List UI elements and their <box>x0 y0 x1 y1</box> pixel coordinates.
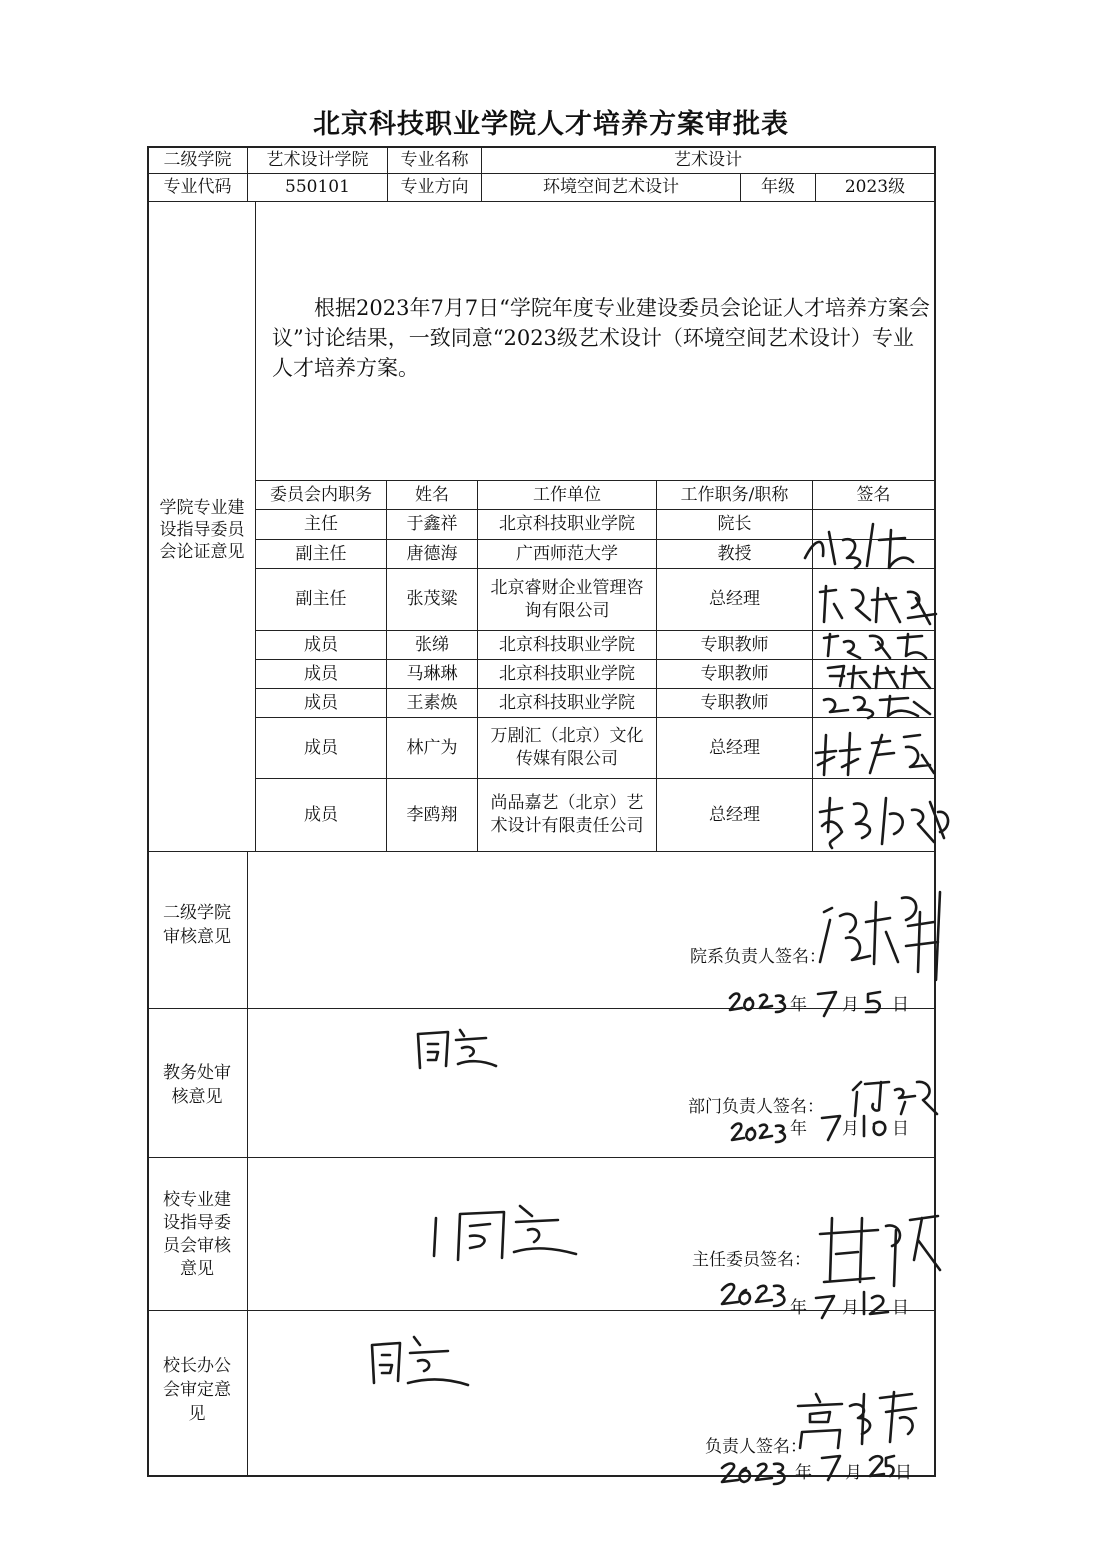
review-secondary-yue: 月 <box>842 995 859 1015</box>
member-role: 成员 <box>304 634 338 655</box>
member-title: 专职教师 <box>700 663 769 684</box>
review-school-committee-ri: 日 <box>892 1298 909 1318</box>
column-header-role: 委员会内职务 <box>270 484 372 505</box>
committee-opinion: 根据2023年7月7日“学院年度专业建设委员会论证人才培养方案会议”讨论结果，一致同意“2023级艺术设计（环境空间艺术设计）专业人才培养方案。 <box>272 296 930 380</box>
member-name: 王素焕 <box>406 692 458 713</box>
member-name: 李鸥翔 <box>406 804 458 825</box>
handwritten-date <box>718 1454 790 1490</box>
member-title: 院长 <box>717 514 752 534</box>
member-role: 副主任 <box>295 589 347 609</box>
handwritten-signature <box>790 1382 930 1452</box>
review-school-committee-nian: 年 <box>790 1298 807 1318</box>
review-secondary-ri: 日 <box>892 995 909 1015</box>
handwritten-date <box>728 1116 790 1148</box>
review-president-nian: 年 <box>795 1463 812 1483</box>
member-title: 总经理 <box>709 737 760 758</box>
review-president-sign-label: 负责人签名： <box>705 1437 807 1457</box>
review-academic-nian: 年 <box>790 1119 807 1139</box>
code-value: 550101 <box>285 177 350 197</box>
review-president-ri: 日 <box>895 1463 912 1483</box>
handwritten-signature <box>818 690 938 720</box>
member-title: 专职教师 <box>700 634 769 655</box>
handwritten-signature <box>812 578 942 630</box>
review-president-label: 校长办公会审定意见 <box>163 1356 231 1424</box>
handwritten-signature <box>822 660 937 692</box>
member-role: 成员 <box>304 692 338 713</box>
member-title: 专职教师 <box>700 692 769 713</box>
handwritten-date <box>812 1290 838 1320</box>
handwritten-signature <box>812 788 957 852</box>
handwritten-date <box>858 1112 892 1140</box>
review-secondary-nian: 年 <box>790 995 807 1015</box>
member-title: 总经理 <box>709 589 760 609</box>
review-academic-label: 教务处审核意见 <box>163 1063 231 1107</box>
member-title: 教授 <box>717 543 752 564</box>
handwritten-date <box>818 1450 844 1482</box>
handwritten-date <box>812 986 842 1018</box>
handwritten-approve <box>424 1196 584 1268</box>
member-unit: 广西师范大学 <box>516 543 618 564</box>
review-school-committee-yue: 月 <box>842 1298 859 1318</box>
member-unit: 北京科技职业学院 <box>499 692 635 713</box>
handwritten-date <box>718 1274 790 1314</box>
member-name: 林广为 <box>406 737 458 758</box>
handwritten-signature <box>795 518 940 572</box>
review-school-committee-sign-label: 主任委员签名： <box>692 1250 811 1270</box>
member-role: 成员 <box>304 804 338 825</box>
member-unit: 北京科技职业学院 <box>499 663 635 684</box>
handwritten-approve <box>364 1325 474 1395</box>
member-name: 张茂粱 <box>406 589 458 609</box>
college-label: 二级学院 <box>163 149 232 170</box>
member-name: 马琳琳 <box>406 663 458 684</box>
member-unit: 万剧汇（北京）文化传媒有限公司 <box>490 726 644 769</box>
review-secondary-sign-label: 院系负责人签名： <box>690 947 826 967</box>
member-name: 于鑫祥 <box>406 514 458 534</box>
member-role: 成员 <box>304 663 338 684</box>
handwritten-date <box>726 986 792 1018</box>
handwritten-signature <box>818 630 933 662</box>
column-header-name: 姓名 <box>415 484 449 505</box>
member-name: 张绨 <box>415 634 449 655</box>
review-president-yue: 月 <box>845 1463 862 1483</box>
handwritten-date <box>818 1110 844 1142</box>
handwritten-signature <box>814 1210 944 1290</box>
handwritten-approve <box>412 1024 502 1074</box>
member-unit: 尚品嘉艺（北京）艺术设计有限责任公司 <box>490 793 644 836</box>
direction-label: 专业方向 <box>400 177 469 197</box>
member-role: 副主任 <box>295 543 347 564</box>
member-unit: 北京睿财企业管理咨询有限公司 <box>490 577 644 621</box>
handwritten-signature <box>810 725 940 780</box>
column-header-signature: 签名 <box>856 484 891 505</box>
committee-section-label: 学院专业建设指导委员会论证意见 <box>159 498 245 562</box>
major-value: 艺术设计 <box>674 149 742 170</box>
handwritten-date <box>858 1288 892 1318</box>
column-header-title: 工作职务/职称 <box>680 484 789 505</box>
college-value: 艺术设计学院 <box>266 149 369 170</box>
review-academic-sign-label: 部门负责人签名： <box>688 1097 824 1117</box>
handwritten-signature <box>810 882 950 982</box>
member-role: 成员 <box>304 737 338 758</box>
review-academic-yue: 月 <box>842 1119 859 1139</box>
review-academic-ri: 日 <box>892 1119 909 1139</box>
review-school-committee-label: 校专业建设指导委员会审核意见 <box>163 1190 231 1279</box>
handwritten-date <box>860 986 890 1018</box>
direction-value: 环境空间艺术设计 <box>543 177 679 197</box>
review-secondary-label: 二级学院审核意见 <box>163 903 231 947</box>
member-unit: 北京科技职业学院 <box>499 634 635 655</box>
member-role: 主任 <box>304 514 338 534</box>
member-unit: 北京科技职业学院 <box>499 514 635 534</box>
grade-value: 2023级 <box>844 177 906 197</box>
document-title: 北京科技职业学院人才培养方案审批表 <box>313 109 789 140</box>
member-name: 唐德海 <box>406 543 458 564</box>
handwritten-date <box>864 1450 898 1482</box>
member-title: 总经理 <box>709 804 760 825</box>
column-header-unit: 工作单位 <box>533 484 601 505</box>
major-label: 专业名称 <box>400 149 469 170</box>
code-label: 专业代码 <box>163 177 232 197</box>
grade-label: 年级 <box>761 177 795 197</box>
